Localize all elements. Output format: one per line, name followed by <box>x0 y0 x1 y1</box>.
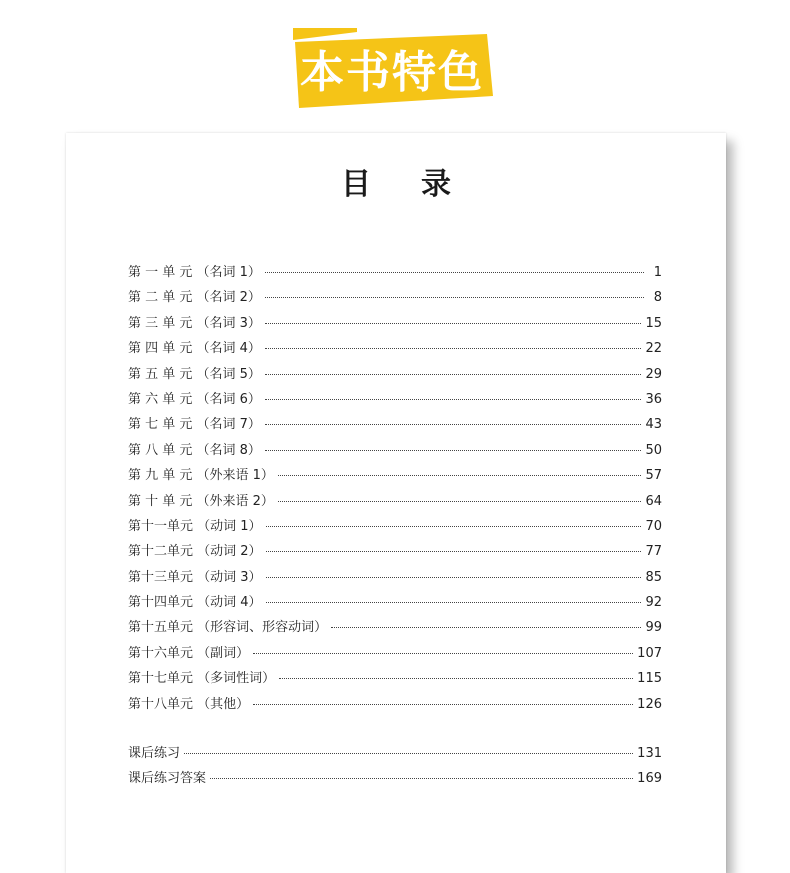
toc-entry-page: 131 <box>637 746 662 762</box>
leader-dots <box>278 475 642 476</box>
leader-dots <box>265 399 642 400</box>
toc-entry-label: 第十四单元 （动词 4） <box>128 595 262 611</box>
leader-dots <box>331 627 641 628</box>
leader-dots <box>265 323 642 324</box>
toc-entry-page: 169 <box>637 771 662 787</box>
toc-entry-page: 36 <box>645 391 662 407</box>
toc-entry-label: 第 二 单 元 （名词 2） <box>128 290 261 306</box>
leader-dots <box>265 424 642 425</box>
toc-entry-page: 99 <box>645 620 662 636</box>
toc-page <box>66 133 726 873</box>
title-char-1: 目 <box>341 167 371 202</box>
table-of-contents <box>128 261 662 793</box>
toc-entry-page: 70 <box>645 518 662 534</box>
leader-dots <box>184 753 633 754</box>
toc-entry[interactable] <box>128 286 662 311</box>
leader-dots <box>279 678 633 679</box>
leader-dots <box>265 450 642 451</box>
toc-entry-page: 57 <box>645 468 662 484</box>
toc-entry-label: 第 三 单 元 （名词 3） <box>128 315 261 331</box>
leader-dots <box>265 374 642 375</box>
toc-entry[interactable] <box>128 312 662 337</box>
toc-appendix-entry[interactable] <box>128 742 662 767</box>
toc-entry[interactable] <box>128 642 662 667</box>
toc-entry-page: 77 <box>645 544 662 560</box>
toc-entry-page: 29 <box>645 366 662 382</box>
toc-entry-label: 第 四 单 元 （名词 4） <box>128 341 261 357</box>
leader-dots <box>253 653 633 654</box>
toc-entry-label: 第十二单元 （动词 2） <box>128 544 262 560</box>
toc-entry-label: 课后练习 <box>128 746 181 762</box>
page-title <box>66 159 726 203</box>
toc-entry-page: 115 <box>637 671 662 687</box>
toc-entry[interactable] <box>128 413 662 438</box>
toc-entry-page: 43 <box>645 417 662 433</box>
leader-dots <box>266 526 642 527</box>
toc-entry-label: 第十七单元 （多词性词） <box>128 671 276 687</box>
toc-entry-label: 课后练习答案 <box>128 771 207 787</box>
banner-title: 本书特色 <box>300 47 484 98</box>
title-char-2: 录 <box>421 167 451 202</box>
toc-entry-page: 85 <box>645 569 662 585</box>
toc-entry-label: 第十三单元 （动词 3） <box>128 569 262 585</box>
toc-entry-page: 107 <box>637 645 662 661</box>
toc-entry-label: 第 七 单 元 （名词 7） <box>128 417 261 433</box>
feature-banner <box>287 28 497 108</box>
section-spacer <box>128 718 662 742</box>
toc-entry[interactable] <box>128 693 662 718</box>
toc-entry-page: 1 <box>653 265 662 280</box>
toc-entry-page: 92 <box>645 595 662 611</box>
leader-dots <box>253 704 633 705</box>
toc-entry-label: 第 八 单 元 （名词 8） <box>128 442 261 458</box>
leader-dots <box>210 778 633 779</box>
toc-entry[interactable] <box>128 591 662 616</box>
toc-entry[interactable] <box>128 337 662 362</box>
toc-entry[interactable] <box>128 464 662 489</box>
toc-entry-page: 8 <box>653 290 662 306</box>
toc-entry[interactable] <box>128 261 662 286</box>
leader-dots <box>266 577 642 578</box>
toc-entry-label: 第 五 单 元 （名词 5） <box>128 366 261 382</box>
leader-dots <box>265 297 644 298</box>
toc-entry-page: 22 <box>645 341 662 357</box>
toc-entry[interactable] <box>128 490 662 515</box>
toc-entry-label: 第十六单元 （副词） <box>128 645 250 661</box>
toc-appendix-entry[interactable] <box>128 767 662 792</box>
toc-entry[interactable] <box>128 540 662 565</box>
toc-entry[interactable] <box>128 566 662 591</box>
toc-entry[interactable] <box>128 667 662 692</box>
toc-entry[interactable] <box>128 388 662 413</box>
leader-dots <box>265 348 642 349</box>
toc-entry[interactable] <box>128 439 662 464</box>
toc-entry-page: 15 <box>645 315 662 331</box>
toc-entry-label: 第十五单元 （形容词、形容动词） <box>128 620 328 636</box>
toc-entry-page: 126 <box>637 696 662 712</box>
toc-entry-page: 64 <box>645 493 662 509</box>
toc-entry-page: 50 <box>645 442 662 458</box>
toc-entry-label: 第 十 单 元 （外来语 2） <box>128 493 274 509</box>
leader-dots <box>278 501 642 502</box>
toc-entry[interactable] <box>128 363 662 388</box>
toc-entry-label: 第 六 单 元 （名词 6） <box>128 391 261 407</box>
toc-entry-label: 第十八单元 （其他） <box>128 696 250 712</box>
toc-entry[interactable] <box>128 616 662 641</box>
leader-dots <box>266 602 642 603</box>
leader-dots <box>265 272 644 273</box>
leader-dots <box>266 551 642 552</box>
toc-entry-label: 第 九 单 元 （外来语 1） <box>128 468 274 484</box>
toc-entry[interactable] <box>128 515 662 540</box>
toc-entry-label: 第 一 单 元 （名词 1） <box>128 265 261 280</box>
toc-entry-label: 第十一单元 （动词 1） <box>128 518 262 534</box>
